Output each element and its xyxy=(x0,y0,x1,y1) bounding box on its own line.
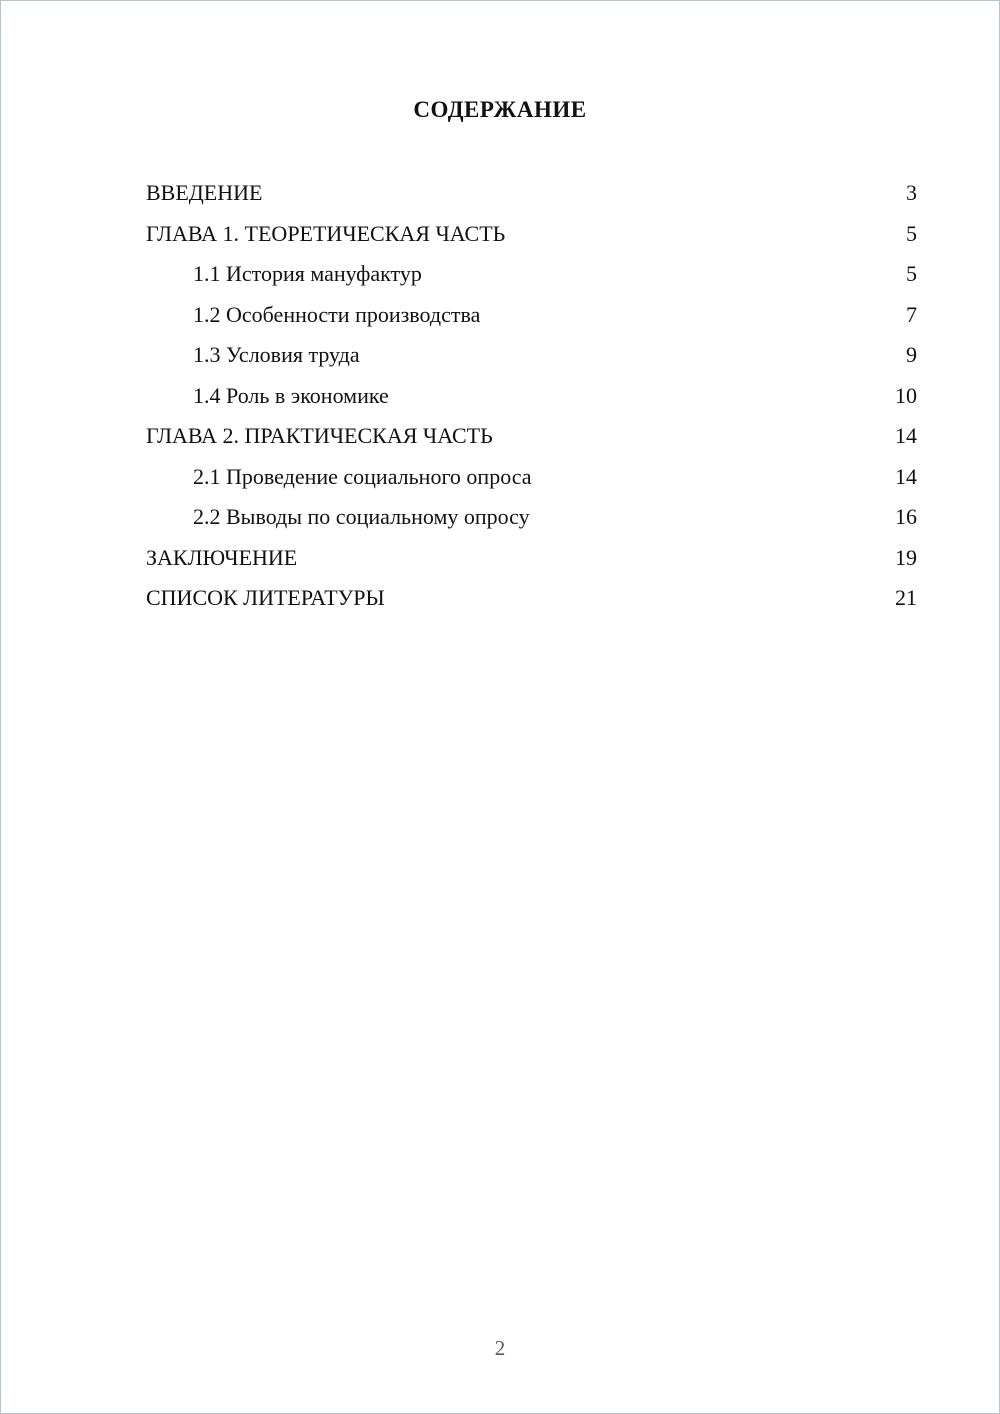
toc-entry-page: 3 xyxy=(906,180,917,205)
toc-entry-label: 1.4 Роль в экономике xyxy=(193,382,389,408)
toc-entry-zaklyuchenie xyxy=(146,538,917,579)
toc-entry-label: СПИСОК ЛИТЕРАТУРЫ xyxy=(146,585,385,610)
toc-entry-1-3 xyxy=(146,335,917,376)
toc-entry-glava-1 xyxy=(146,214,917,255)
toc-entry-label: 1.3 Условия труда xyxy=(193,342,360,367)
toc-entry-page: 10 xyxy=(895,382,917,408)
page-number: 2 xyxy=(494,1336,506,1360)
toc-entry-label: ГЛАВА 1. ТЕОРЕТИЧЕСКАЯ ЧАСТЬ xyxy=(146,220,506,246)
toc-entry-1-2 xyxy=(146,295,917,336)
toc-entry-label: 2.2 Выводы по социальному опросу xyxy=(193,504,530,529)
toc-entry-page: 5 xyxy=(906,220,917,246)
toc-entry-label: 1.1 История мануфактур xyxy=(193,261,422,286)
toc-entry-page: 9 xyxy=(906,342,917,367)
toc-entry-vvedenie xyxy=(146,173,917,214)
toc-entry-page: 19 xyxy=(895,544,917,570)
toc-entry-page: 14 xyxy=(895,463,917,489)
toc-entry-1-1 xyxy=(146,254,917,295)
toc-entry-label: ГЛАВА 2. ПРАКТИЧЕСКАЯ ЧАСТЬ xyxy=(146,423,493,448)
toc-entry-spisok-literatury xyxy=(146,578,917,619)
toc-entry-label: 2.1 Проведение социального опроса xyxy=(193,463,532,489)
toc-entry-2-1 xyxy=(146,457,917,498)
toc-entry-page: 14 xyxy=(895,423,917,448)
table-of-contents xyxy=(1,173,999,619)
toc-entry-page: 16 xyxy=(895,504,917,529)
page-title: СОДЕРЖАНИЕ xyxy=(413,97,587,122)
toc-entry-glava-2 xyxy=(146,416,917,457)
toc-entry-page: 21 xyxy=(895,585,917,610)
toc-entry-2-2 xyxy=(146,497,917,538)
toc-entry-1-4 xyxy=(146,376,917,417)
toc-entry-label: ВВЕДЕНИЕ xyxy=(146,180,263,205)
toc-entry-page: 7 xyxy=(906,301,917,327)
toc-entry-page: 5 xyxy=(906,261,917,286)
toc-entry-label: ЗАКЛЮЧЕНИЕ xyxy=(146,544,298,570)
toc-entry-label: 1.2 Особенности производства xyxy=(193,301,481,327)
